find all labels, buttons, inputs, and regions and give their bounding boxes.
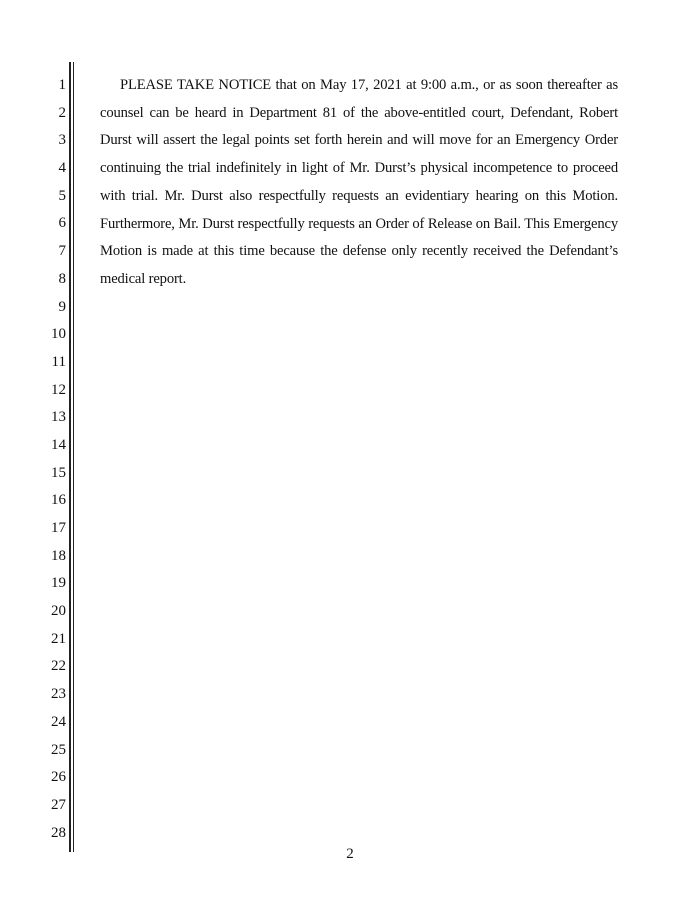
notice-paragraph: PLEASE TAKE NOTICE that on May 17, 2021 at 9:00 a.m., or as soon thereafter as counsel can be heard in Department 81 of the above-entitled court, Defendant, Robert Durst will assert the legal points set forth herein and will move for an Emergency Order continuing the trial indefinitely in light of Mr. Durst’s physical incompetence to proceed with trial. Mr. Durst also respectfully requests an evidentiary hearing on this Motion. Furthermore, Mr. Durst respectfully requests an Order of Release on Bail. This Emergency Motion is made at this time because the defense only recently received the Defendant’s medical report.	[100, 77, 618, 287]
line-number: 2	[58, 104, 66, 121]
line-number: 21	[51, 630, 66, 647]
line-number: 19	[51, 575, 66, 592]
line-number: 23	[51, 686, 66, 703]
line-number: 14	[51, 436, 66, 453]
line-number: 15	[51, 464, 66, 481]
margin-rule-right	[73, 62, 75, 852]
line-number: 16	[51, 492, 66, 509]
line-number: 7	[58, 243, 66, 260]
line-number: 17	[51, 520, 66, 536]
line-number: 11	[51, 353, 66, 370]
line-number: 10	[51, 326, 66, 343]
line-number: 22	[51, 658, 66, 675]
line-number: 1	[58, 77, 66, 93]
line-number: 9	[58, 298, 66, 315]
page-number: 2	[346, 846, 354, 862]
line-number: 27	[51, 796, 66, 813]
line-number: 8	[58, 270, 66, 287]
line-number: 4	[58, 160, 66, 177]
line-number: 24	[51, 713, 66, 730]
margin-rule-left	[69, 62, 71, 852]
line-number: 12	[51, 381, 66, 398]
line-number: 28	[51, 824, 66, 841]
line-number: 6	[58, 215, 66, 232]
line-number-column	[40, 72, 66, 847]
line-number: 26	[51, 769, 66, 786]
line-number: 13	[51, 409, 66, 426]
line-number: 20	[51, 603, 66, 620]
line-number: 5	[58, 187, 66, 204]
line-number: 18	[51, 547, 66, 564]
line-number: 25	[51, 741, 66, 758]
line-number: 3	[58, 132, 66, 149]
